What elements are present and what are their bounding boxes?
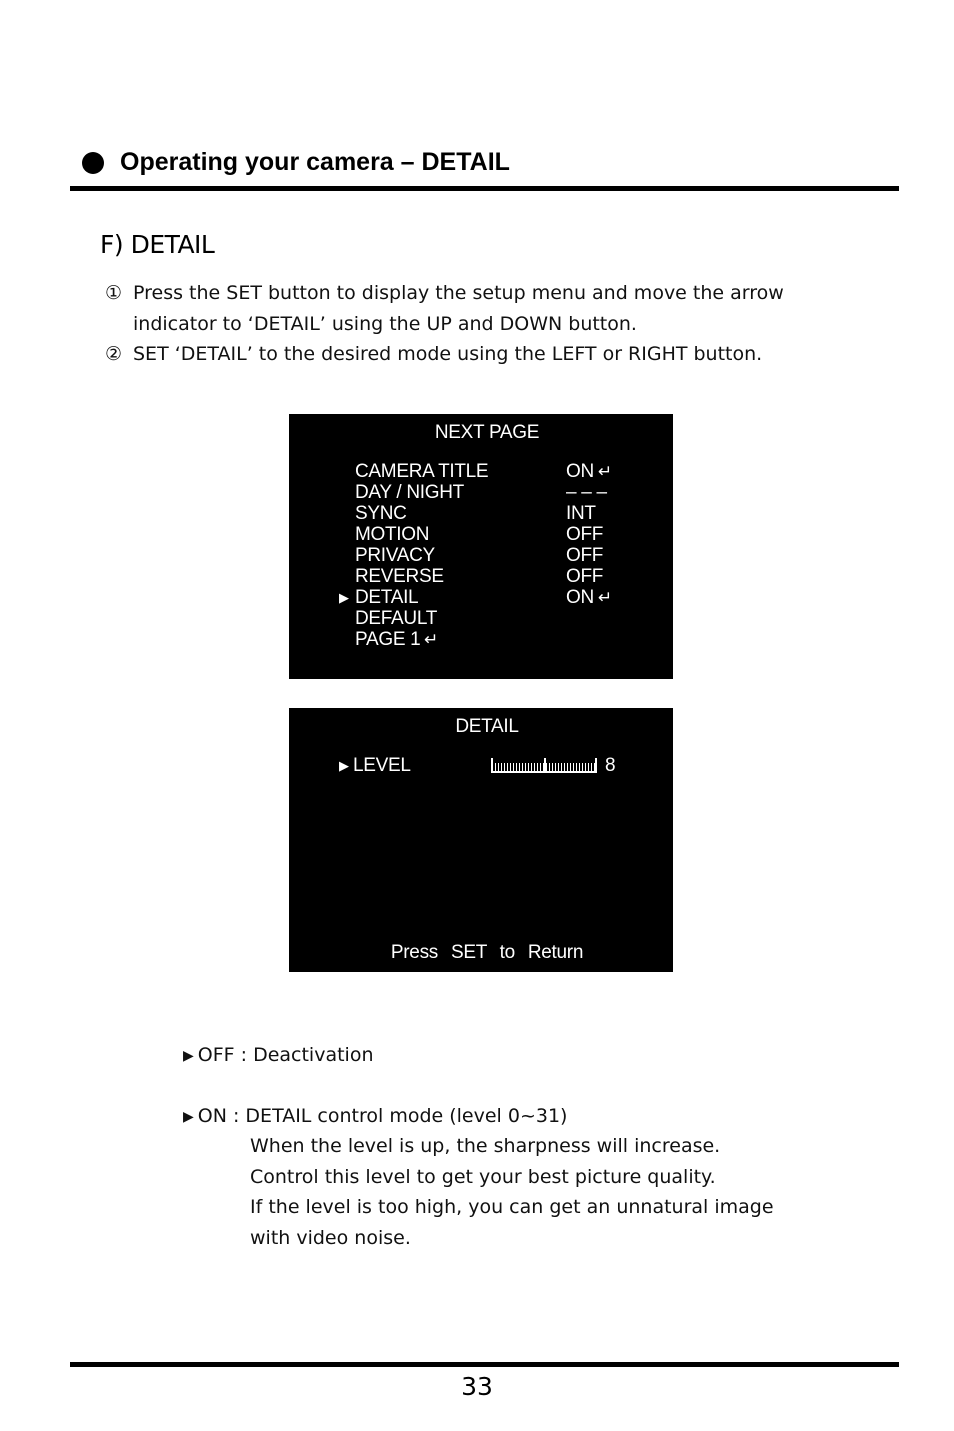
- osd-menu-item-label: DEFAULT: [355, 608, 438, 629]
- slider-position-mark: [544, 758, 546, 773]
- note-on-detail-2: Control this level to get your best picture quality.: [250, 1165, 716, 1188]
- enter-icon: ↵: [424, 630, 438, 649]
- slider-start-mark: [491, 758, 493, 773]
- osd-menu-item-label: REVERSE: [355, 566, 444, 587]
- osd-menu-item-label: SYNC: [355, 503, 407, 524]
- note-on-detail-3: If the level is too high, you can get an unnatural image: [250, 1196, 774, 1218]
- osd-menu-item: [289, 482, 673, 503]
- osd-menu-item-label: DAY / NIGHT: [355, 482, 464, 503]
- osd-menu-item-value: [566, 524, 603, 545]
- osd-menu-item-value: [420, 629, 438, 650]
- osd-menu-item-label: DETAIL: [355, 587, 419, 608]
- note-on-text: ON : DETAIL control mode (level 0~31): [197, 1104, 568, 1127]
- osd-menu-item-value: [566, 566, 603, 587]
- osd-menu-item: [289, 461, 673, 482]
- osd-menu-item-value: [566, 482, 607, 503]
- notes: [183, 1040, 774, 1253]
- osd-menu-item-value-text: ON: [566, 587, 594, 608]
- osd-menu-item-value: [566, 587, 612, 608]
- osd-menu-item-value: [566, 545, 603, 566]
- osd-menu-item: [289, 608, 673, 629]
- note-on-detail-1: When the level is up, the sharpness will increase.: [250, 1135, 721, 1157]
- note-on-detail-4: with video noise.: [250, 1226, 411, 1249]
- osd-menu-item: [289, 524, 673, 545]
- note-spacer: [183, 1071, 774, 1101]
- step-number: ①: [105, 282, 123, 304]
- osd-menu-item: [289, 629, 673, 650]
- header-rule: [70, 186, 899, 191]
- osd-menu-item-value-text: OFF: [566, 524, 604, 545]
- osd-menu-item: [289, 545, 673, 566]
- header-title: [82, 148, 510, 177]
- step-text: SET ‘DETAIL’ to the desired mode using the LEFT or RIGHT button.: [133, 343, 763, 365]
- section-title: F) DETAIL: [100, 230, 215, 259]
- osd-menu-item-label: PAGE 1: [355, 629, 421, 650]
- level-row: [289, 755, 673, 777]
- osd-detail-footer: Press SET to Return: [390, 942, 584, 963]
- osd-detail-heading: DETAIL: [455, 716, 519, 737]
- note-off: [183, 1040, 774, 1071]
- page-number: 33: [461, 1372, 493, 1401]
- step-text: Press the SET button to display the setup menu and move the arrow indicator to ‘DETAIL’ using the UP and DOWN button.: [133, 282, 784, 335]
- slider-end-mark: [595, 758, 597, 773]
- footer-rule: [70, 1362, 899, 1367]
- note-on: [183, 1101, 774, 1132]
- osd-menu-item-value-text: ON: [566, 461, 594, 482]
- selector-arrow-icon: ▶: [339, 758, 349, 773]
- osd-menu-screen: [289, 414, 673, 679]
- osd-menu-item: [289, 566, 673, 587]
- osd-detail-screen: [289, 708, 673, 972]
- header-title-text: Operating your camera – DETAIL: [120, 148, 510, 176]
- steps-list: [105, 278, 833, 370]
- enter-icon: ↵: [597, 462, 612, 481]
- step-1: [105, 278, 833, 339]
- bullet-dot-icon: [82, 152, 104, 174]
- osd-menu-item-value-text: INT: [566, 503, 596, 524]
- osd-menu-item-value-text: OFF: [566, 545, 604, 566]
- osd-menu-item-value: [566, 503, 596, 524]
- osd-menu-item: [289, 587, 673, 608]
- osd-menu-heading: NEXT PAGE: [434, 422, 540, 443]
- osd-menu-item-value: [566, 461, 612, 482]
- note-arrow-icon: ▶: [183, 1108, 194, 1125]
- level-label: LEVEL: [353, 755, 411, 776]
- osd-menu-item-label: CAMERA TITLE: [355, 461, 489, 482]
- osd-menu-item-value-text: OFF: [566, 566, 604, 587]
- selector-arrow-icon: ▶: [339, 590, 349, 605]
- note-arrow-icon: ▶: [183, 1048, 194, 1064]
- step-2: [105, 339, 833, 370]
- osd-menu-item-label: MOTION: [355, 524, 430, 545]
- enter-icon: ↵: [597, 588, 612, 607]
- osd-menu-list: [289, 461, 673, 650]
- osd-menu-item-value-text: – – –: [566, 482, 607, 503]
- step-number: ②: [105, 343, 123, 365]
- note-off-text: OFF : Deactivation: [197, 1044, 374, 1066]
- osd-menu-item: [289, 503, 673, 524]
- osd-menu-item-label: PRIVACY: [355, 545, 435, 566]
- level-value: 8: [605, 755, 616, 776]
